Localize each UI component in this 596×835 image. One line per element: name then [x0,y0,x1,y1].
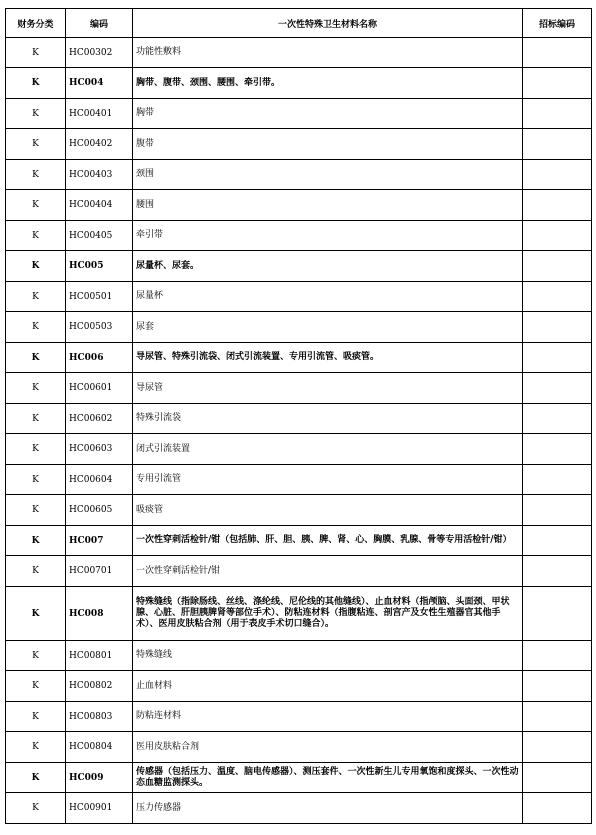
cell-tender-code [523,465,592,495]
cell-category: K [6,556,66,587]
cell-code: HC00602 [66,404,133,434]
table-row [6,221,592,251]
cell-category: K [6,343,66,373]
cell-category: K [6,312,66,343]
cell-category: K [6,732,66,763]
cell-code: HC00803 [66,702,133,732]
cell-tender-code [523,190,592,221]
cell-name: 止血材料 [133,671,523,702]
cell-name: 腹带 [133,129,523,160]
cell-code: HC00901 [66,793,133,824]
table-row [6,68,592,99]
cell-name: 压力传感器 [133,793,523,824]
cell-name: 一次性穿刺活检针/钳（包括肺、肝、胆、胰、脾、肾、心、胸膜、乳腺、骨等专用活检针/钳） [133,526,523,556]
cell-tender-code [523,251,592,282]
cell-name: 闭式引流装置 [133,434,523,465]
cell-code: HC00402 [66,129,133,160]
cell-tender-code [523,587,592,641]
cell-category: K [6,221,66,251]
cell-name: 腰围 [133,190,523,221]
cell-name: 牵引带 [133,221,523,251]
table-row [6,404,592,434]
header-category: 财务分类 [6,9,66,38]
cell-tender-code [523,404,592,434]
cell-code: HC00601 [66,373,133,404]
cell-name: 一次性穿刺活检针/钳 [133,556,523,587]
cell-name: 特殊引流袋 [133,404,523,434]
table-row [6,793,592,824]
header-name: 一次性特殊卫生材料名称 [133,9,523,38]
cell-tender-code [523,160,592,190]
cell-tender-code [523,526,592,556]
cell-tender-code [523,434,592,465]
cell-category: K [6,160,66,190]
cell-tender-code [523,129,592,160]
cell-name: 特殊缝线 [133,641,523,671]
table-row [6,312,592,343]
cell-category: K [6,641,66,671]
cell-tender-code [523,68,592,99]
cell-code: HC00804 [66,732,133,763]
materials-table [5,8,592,824]
cell-category: K [6,251,66,282]
table-row [6,190,592,221]
table-row [6,763,592,793]
cell-category: K [6,495,66,526]
cell-tender-code [523,38,592,68]
cell-code: HC006 [66,343,133,373]
table-row [6,282,592,312]
cell-code: HC00403 [66,160,133,190]
cell-code: HC009 [66,763,133,793]
cell-name: 特殊缝线（指除肠线、丝线、涤纶线、尼伦线的其他缝线）、止血材料（指颅脑、头面颈、甲状腺、心脏、肝胆胰脾肾等部位手术）、防粘连材料（指腹粘连、剖宫产及女性生殖器官其他手术）、医用皮肤粘合剂（用于表皮手术切口缝合）。 [133,587,523,641]
cell-name: 传感器（包括压力、温度、脑电传感器）、测压套件、一次性新生儿专用氧饱和度探头、一次性动态血糖监测探头。 [133,763,523,793]
table-row [6,702,592,732]
cell-tender-code [523,343,592,373]
table-row [6,373,592,404]
cell-category: K [6,190,66,221]
table-row [6,129,592,160]
table-body [6,38,592,824]
cell-tender-code [523,671,592,702]
cell-code: HC00604 [66,465,133,495]
cell-code: HC00503 [66,312,133,343]
cell-category: K [6,404,66,434]
cell-tender-code [523,99,592,129]
table-row [6,251,592,282]
cell-code: HC00405 [66,221,133,251]
cell-name: 颈围 [133,160,523,190]
cell-name: 尿套 [133,312,523,343]
cell-category: K [6,587,66,641]
cell-code: HC00401 [66,99,133,129]
table-row [6,343,592,373]
cell-code: HC00801 [66,641,133,671]
cell-tender-code [523,495,592,526]
table-row [6,587,592,641]
cell-tender-code [523,282,592,312]
cell-name: 尿量杯 [133,282,523,312]
cell-name: 防粘连材料 [133,702,523,732]
header-code: 编码 [66,9,133,38]
cell-name: 吸痰管 [133,495,523,526]
cell-name: 导尿管 [133,373,523,404]
cell-name: 功能性敷料 [133,38,523,68]
cell-tender-code [523,556,592,587]
cell-name: 导尿管、特殊引流袋、闭式引流装置、专用引流管、吸痰管。 [133,343,523,373]
cell-category: K [6,793,66,824]
cell-category: K [6,129,66,160]
cell-category: K [6,763,66,793]
cell-tender-code [523,763,592,793]
table-row [6,495,592,526]
cell-code: HC00605 [66,495,133,526]
table-row [6,38,592,68]
table-row [6,526,592,556]
table-row [6,556,592,587]
cell-tender-code [523,793,592,824]
header-tender-code: 招标编码 [523,9,592,38]
cell-name: 尿量杯、尿套。 [133,251,523,282]
cell-code: HC008 [66,587,133,641]
cell-category: K [6,282,66,312]
cell-category: K [6,373,66,404]
cell-code: HC004 [66,68,133,99]
table-row [6,641,592,671]
cell-tender-code [523,732,592,763]
cell-category: K [6,465,66,495]
cell-category: K [6,526,66,556]
cell-code: HC005 [66,251,133,282]
cell-code: HC00603 [66,434,133,465]
cell-tender-code [523,312,592,343]
cell-code: HC00501 [66,282,133,312]
cell-code: HC00802 [66,671,133,702]
table-row [6,465,592,495]
cell-category: K [6,99,66,129]
cell-name: 胸带、腹带、颈围、腰围、牵引带。 [133,68,523,99]
table-header-row [6,9,592,38]
cell-tender-code [523,641,592,671]
cell-category: K [6,434,66,465]
cell-tender-code [523,221,592,251]
cell-code: HC00404 [66,190,133,221]
table-row [6,671,592,702]
cell-tender-code [523,702,592,732]
cell-code: HC007 [66,526,133,556]
cell-category: K [6,38,66,68]
cell-code: HC00302 [66,38,133,68]
table-row [6,99,592,129]
table-row [6,732,592,763]
cell-tender-code [523,373,592,404]
cell-name: 专用引流管 [133,465,523,495]
table-row [6,434,592,465]
cell-category: K [6,702,66,732]
cell-category: K [6,68,66,99]
cell-category: K [6,671,66,702]
cell-name: 医用皮肤粘合剂 [133,732,523,763]
table-row [6,160,592,190]
cell-name: 胸带 [133,99,523,129]
cell-code: HC00701 [66,556,133,587]
